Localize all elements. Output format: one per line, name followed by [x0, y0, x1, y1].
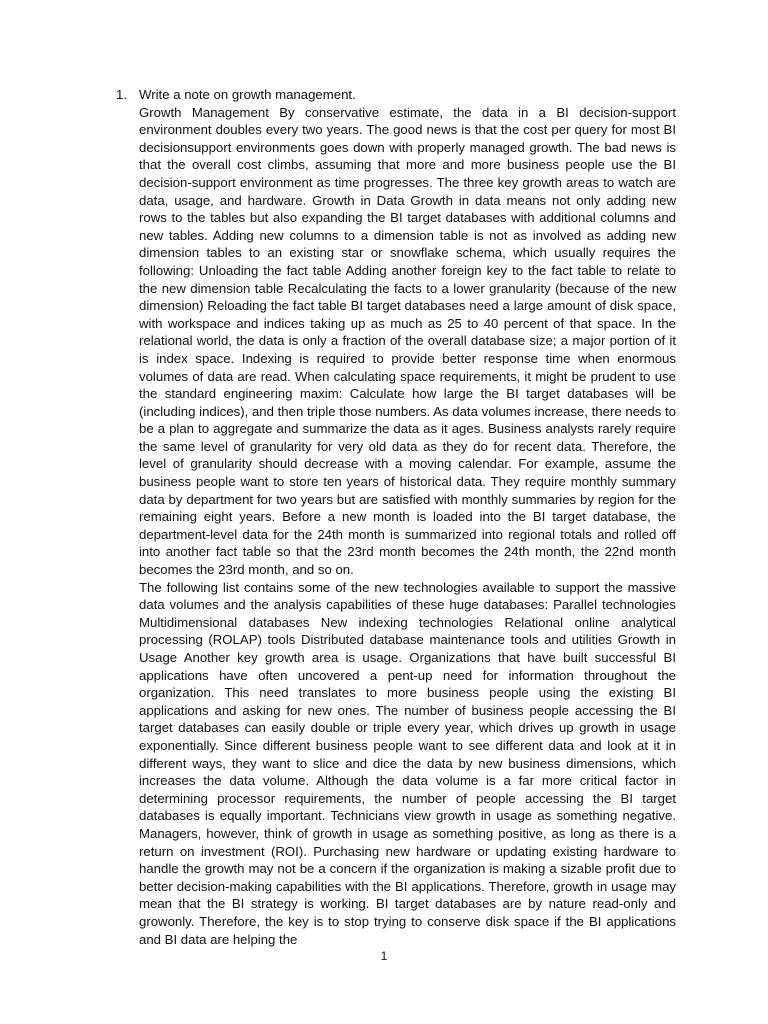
page-number: 1 — [380, 949, 388, 963]
list-item-heading — [116, 86, 676, 104]
paragraph: The following list contains some of the new technologies available to support the massive data volumes and the analysis capabilities of these huge databases: Parallel technologies Multidimensional databases New indexing technologies Relational online analytical processing (ROLAP) tools Distributed database maintenance tools and utilities Growth in Usage Another key growth area is usage. Organizations that have built successful BI applications have often uncovered a pent-up need for information throughout the organization. This need translates to more business people using the existing BI applications and asking for new ones. The number of business people accessing the BI target databases can easily double or triple every year, which drives up growth in usage exponentially. Since different business people want to see different data and look at it in different ways, they want to slice and dice the data by new business dimensions, which increases the data volume. Although the data volume is a far more critical factor in determining processor requirements, the number of people accessing the BI target databases is equally important. Technicians view growth in usage as something negative. Managers, however, think of growth in usage as something positive, as long as there is a return on investment (ROI). Purchasing new hardware or updating existing hardware to handle the growth may not be a concern if the organization is making a sizable profit due to better decision-making capabilities with the BI applications. Therefore, growth in usage may mean that the BI strategy is working. BI target databases are by nature read-only and growonly. Therefore, the key is to stop trying to conserve disk space if the BI applications and BI data are helping the — [139, 579, 676, 947]
list-item-title: Write a note on growth management. — [139, 87, 356, 102]
list-item-number: 1. — [116, 87, 127, 102]
answer-body — [139, 104, 676, 949]
numbered-list — [116, 86, 676, 948]
paragraph: Growth Management By conservative estimate, the data in a BI decision-support environment doubles every two years. The good news is that the cost per query for most BI decisionsupport environments goes down with properly managed growth. The bad news is that the overall cost climbs, assuming that more and more business people use the BI decision-support environment as time progresses. The three key growth areas to watch are data, usage, and hardware. Growth in Data Growth in data means not only adding new rows to the tables but also expanding the BI target databases with additional columns and new tables. Adding new columns to a dimension table is not as involved as adding new dimension tables to an existing star or snowflake schema, which usually requires the following: Unloading the fact table Adding another foreign key to the fact table to relate to the new dimension table Recalculating the facts to a lower granularity (because of the new dimension) Reloading the fact table BI target databases need a large amount of disk space, with workspace and indices taking up as much as 25 to 40 percent of that space. In the relational world, the data is only a fraction of the overall database size; a major portion of it is index space. Indexing is required to provide better response time when enormous volumes of data are read. When calculating space requirements, it might be prudent to use the standard engineering maxim: Calculate how large the BI target databases will be (including indices), and then triple those numbers. As data volumes increase, there needs to be a plan to aggregate and summarize the data as it ages. Business analysts rarely require the same level of granularity for very old data as they do for recent data. Therefore, the level of granularity should decrease with a moving calendar. For example, assume the business people want to store ten years of historical data. They require monthly summary data by department for two years but are satisfied with monthly summaries by region for the remaining eight years. Before a new month is loaded into the BI target database, the department-level data for the 24th month is summarized into regional totals and rolled off into another fact table so that the 23rd month becomes the 24th month, the 22nd month becomes the 23rd month, and so on. — [139, 104, 676, 578]
